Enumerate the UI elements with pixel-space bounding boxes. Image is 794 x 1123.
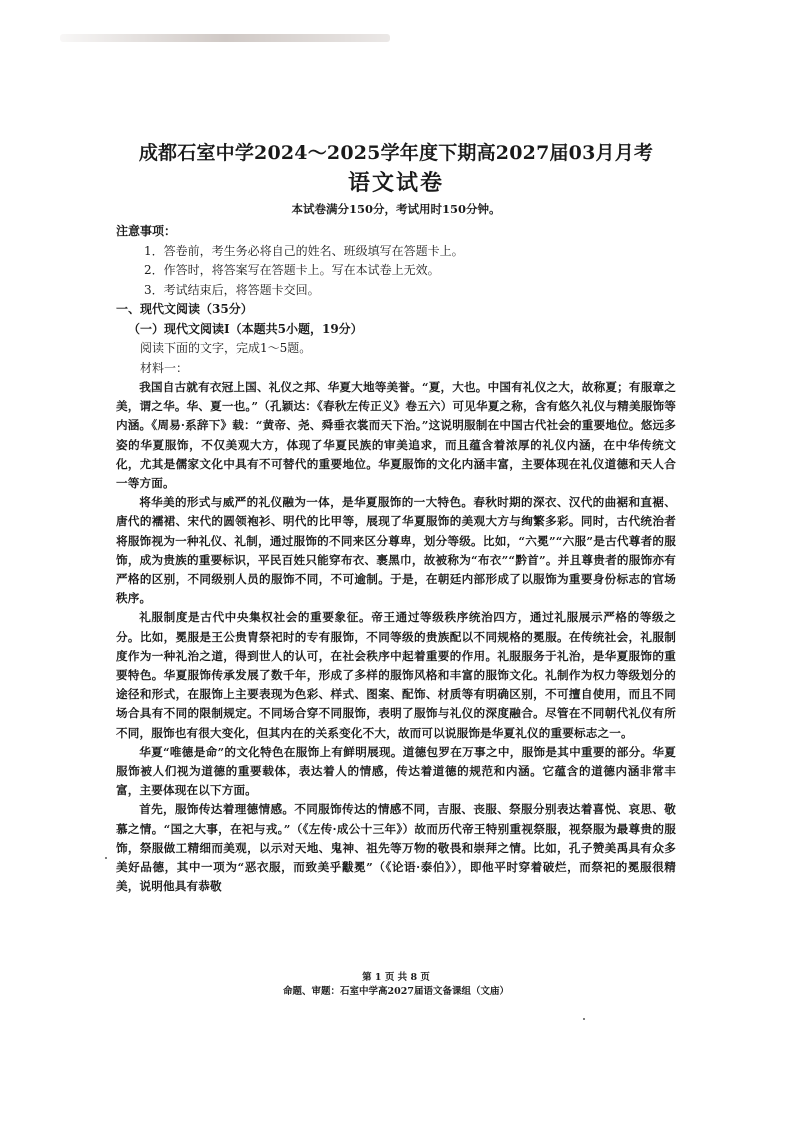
exam-page [116, 140, 676, 896]
exam-title: 成都石室中学2024～2025学年度下期高2027届03月月考 [138, 142, 654, 164]
notice-heading: 注意事项： [116, 224, 177, 238]
material-label: 材料一： [140, 360, 189, 375]
notice-item: 1．答卷前，考生务必将自己的姓名、班级填写在答题卡上。 [144, 243, 464, 258]
scan-speck [583, 1018, 585, 1020]
footer-credit: 命题、审题：石室中学高2027届语文备课组（文庙） [283, 986, 509, 997]
exam-info: 本试卷满分150分，考试用时150分钟。 [291, 202, 501, 216]
notice-item: 3．考试结束后，将答题卡交回。 [144, 282, 320, 297]
section-heading: 一、现代文阅读（35分） [116, 302, 253, 316]
sub-section-heading: （一）现代文阅读Ⅰ（本题共5小题，19分） [128, 321, 363, 336]
reading-instruction: 阅读下面的文字，完成1～5题。 [140, 341, 312, 355]
scan-speck [105, 857, 107, 859]
paragraph: 将华美的形式与威严的礼仪融为一体，是华夏服饰的一大特色。春秋时期的深衣、汉代的曲裾和直裾、唐代的襦裙、宋代的圆领袍衫、明代的比甲等，展现了华夏服饰的美观大方与绚繁多彩。同时，古代统治者将服饰视为一种礼仪、礼制，通过服饰的不同来区分尊卑，划分等级。比如，“六冕”“六服”是古代尊者的服饰，成为贵族的重要标识，平民百姓只能穿布衣、裹黑巾，故被称为“布衣”“黔首”。并且尊贵者的服饰亦有严格的区别，不同级别人员的服饰不同，不可逾制。于是，在朝廷内部形成了以服饰为重要身份标志的官场秩序。 [116, 495, 676, 606]
scan-edge-mark [60, 34, 390, 42]
exam-subtitle: 语文试卷 [347, 170, 444, 196]
notice-item: 2．作答时，将答案写在答题卡上。写在本试卷上无效。 [144, 263, 440, 277]
paragraph: 礼服制度是古代中央集权社会的重要象征。帝王通过等级秩序统治四方，通过礼服展示严格的等级之分。比如，冕服是王公贵胄祭祀时的专有服饰，不同等级的贵族配以不同规格的冕服。在传统社会，礼服制度作为一种礼治之道，得到世人的认可，在社会秩序中起着重要的作用。礼服服务于礼治，是华夏服饰的重要特色。华夏服饰传承发展了数千年，形成了多样的服饰风格和丰富的服饰文化。礼制作为权力等级划分的途径和形式，在服饰上主要表现为色彩、样式、图案、配饰、材质等有明确区别，不可擅自使用，而且不同场合具有不同的限制规定。不同场合穿不同服饰，表明了服饰与礼仪的深度融合。尽管在不同朝代礼仪有所不同，服饰也有很大变化，但其内在的关系变化不大，故而可以说服饰是华夏礼仪的重要标志之一。 [116, 610, 676, 740]
page-number: 第 1 页 共 8 页 [362, 972, 430, 983]
paragraph: 华夏“唯德是命”的文化特色在服饰上有鲜明展现。道德包罗在万事之中，服饰是其中重要的部分。华夏服饰被人们视为道德的重要载体，表达着人的情感，传达着道德的规范和内涵。它蕴含的道德内涵非常丰富，主要体现在以下方面。 [116, 744, 676, 798]
paragraph: 我国自古就有衣冠上国、礼仪之邦、华夏大地等美誉。“夏，大也。中国有礼仪之大，故称夏；有服章之美，谓之华。华、夏一也。”（孔颖达：《春秋左传正义》卷五六）可见华夏之称，含有悠久礼仪与精美服饰等内涵。《周易·系辞下》载：“黄帝、尧、舜垂衣裳而天下治。”这说明服制在中国古代社会的重要地位。悠远多姿的华夏服饰，不仅美观大方，体现了华夏民族的审美追求，而且蕴含着浓厚的礼仪内涵，在中华传统文化，尤其是儒家文化中具有不可替代的重要地位。华夏服饰的文化内涵丰富，主要体现在礼仪道德和天人合一等方面。 [116, 380, 676, 491]
paragraph: 首先，服饰传达着理德情感。不同服饰传达的情感不同，吉服、丧服、祭服分别表达着喜悦、哀思、敬慕之情。“国之大事，在祀与戎。”（《左传·成公十三年》）故而历代帝王特别重视祭服，视祭服为最尊贵的服饰，祭服做工精细而美观，以示对天地、鬼神、祖先等万物的敬畏和崇拜之情。比如，孔子赞美禹具有众多美好品德，其中一项为“恶衣服，而致美乎黻冕”（《论语·泰伯》），即他平时穿着破烂，而祭祀的冕服很精美，说明他具有恭敬 [116, 802, 676, 894]
